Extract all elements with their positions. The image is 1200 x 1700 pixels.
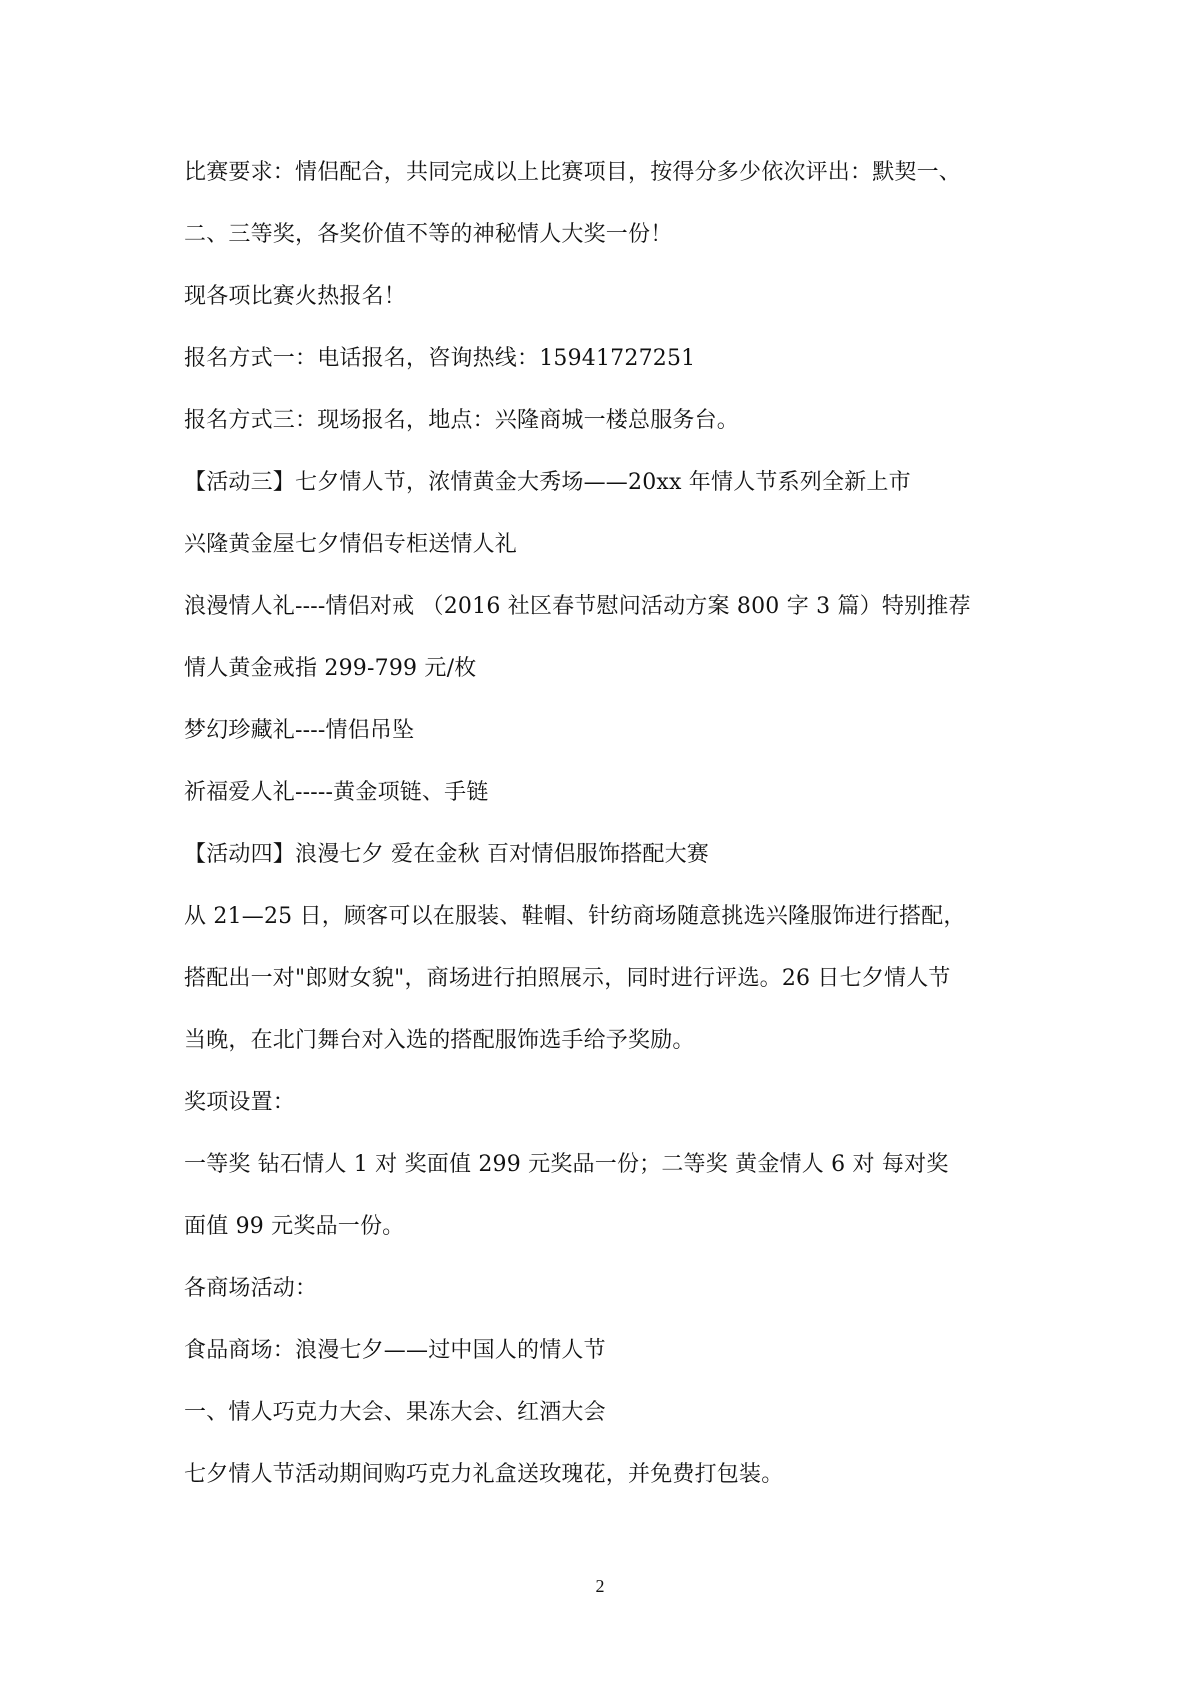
- text-line: 面值 99 元奖品一份。: [184, 1214, 405, 1239]
- text-line: 祈福爱人礼-----黄金项链、手链: [184, 780, 489, 805]
- text-line: 二、三等奖，各奖价值不等的神秘情人大奖一份！: [184, 222, 673, 247]
- text-line: 报名方式三：现场报名，地点：兴隆商城一楼总服务台。: [184, 408, 740, 433]
- text-line: 情人黄金戒指 299-799 元/枚: [184, 656, 477, 681]
- text-line: 一、情人巧克力大会、果冻大会、红酒大会: [184, 1400, 606, 1425]
- text-line: 从 21—25 日，顾客可以在服装、鞋帽、针纺商场随意挑选兴隆服饰进行搭配，: [184, 904, 966, 929]
- text-line: 现各项比赛火热报名！: [184, 284, 407, 309]
- document-body: [184, 158, 1044, 1522]
- text-line: 一等奖 钻石情人 1 对 奖面值 299 元奖品一份；二等奖 黄金情人 6 对 每对奖: [184, 1152, 949, 1177]
- text-line: 比赛要求：情侣配合，共同完成以上比赛项目，按得分多少依次评出：默契一、: [184, 160, 962, 185]
- text-line: 当晚，在北门舞台对入选的搭配服饰选手给予奖励。: [184, 1028, 695, 1053]
- text-line: 七夕情人节活动期间购巧克力礼盒送玫瑰花，并免费打包装。: [184, 1462, 784, 1487]
- text-line: 各商场活动：: [184, 1276, 318, 1301]
- text-line: 报名方式一：电话报名，咨询热线：15941727251: [184, 346, 696, 371]
- text-line: 食品商场：浪漫七夕——过中国人的情人节: [184, 1338, 606, 1363]
- text-line: 浪漫情人礼----情侣对戒 （2016 社区春节慰问活动方案 800 字 3 篇）特别推荐: [184, 594, 971, 619]
- text-line: 搭配出一对"郎财女貌"，商场进行拍照展示，同时进行评选。26 日七夕情人节: [184, 966, 951, 991]
- text-line: 梦幻珍藏礼----情侣吊坠: [184, 718, 415, 743]
- section-heading: 【活动三】七夕情人节，浓情黄金大秀场——20xx 年情人节系列全新上市: [184, 470, 911, 495]
- section-heading: 【活动四】浪漫七夕 爱在金秋 百对情侣服饰搭配大赛: [184, 842, 709, 867]
- page-number: 2: [595, 1576, 605, 1596]
- text-line: 兴隆黄金屋七夕情侣专柜送情人礼: [184, 532, 518, 557]
- text-line: 奖项设置：: [184, 1090, 296, 1115]
